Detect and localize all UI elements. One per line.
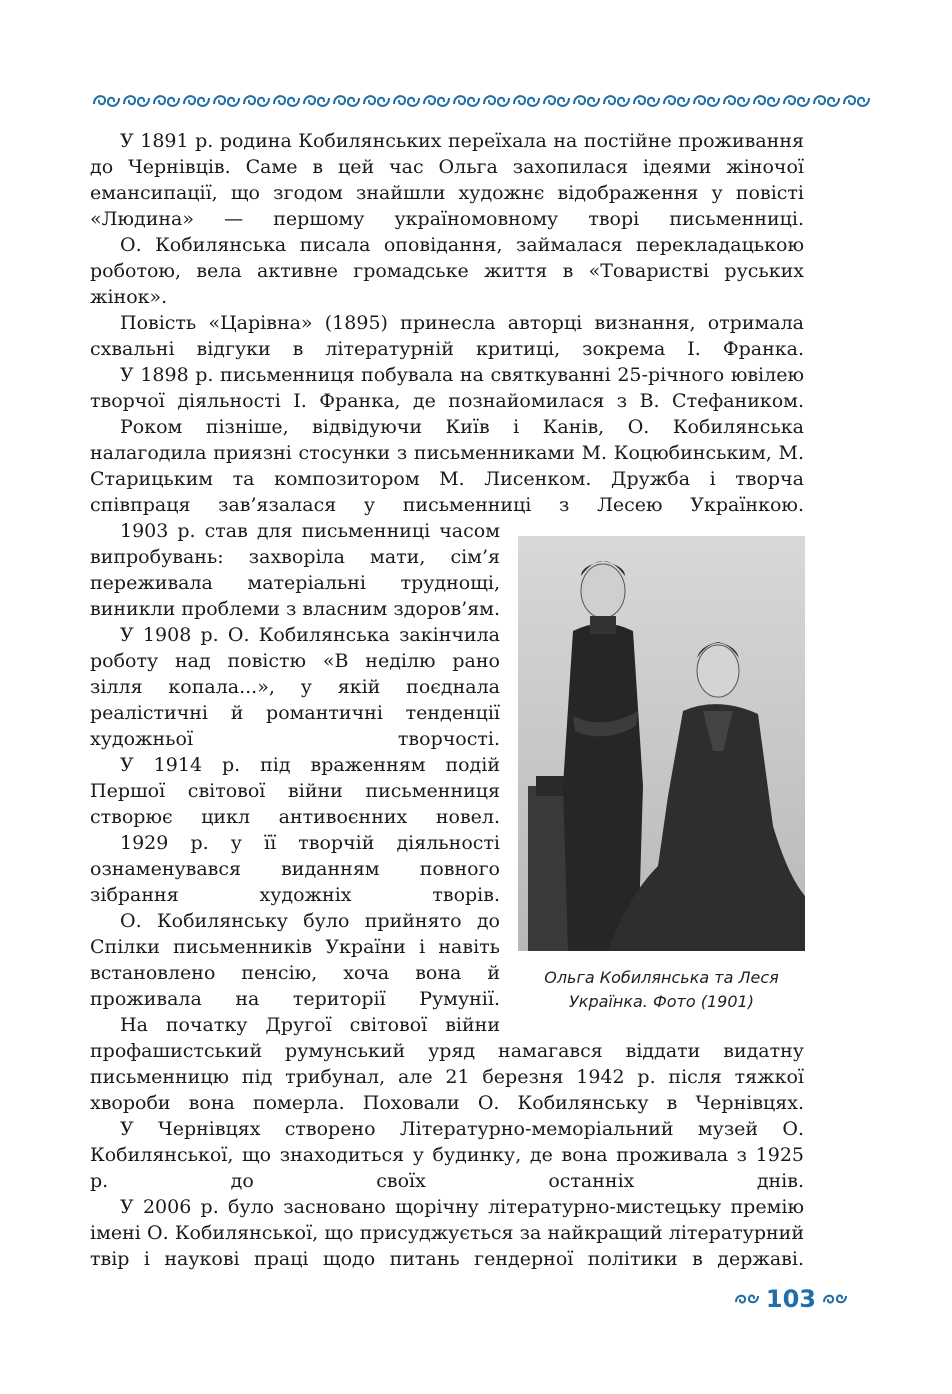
paragraph-1891: У 1891 р. родина Кобилянських переїхала на постійне проживання до Чернівців. Саме в цей час Ольга захопилася ідеями жіночої емансипації, що згодом знайшли художнє відображення у повісті «Людина» — першому україномовному творі письменниці. [90, 130, 804, 230]
paragraph-1914: У 1914 р. під враженням подій Першої світової війни письменниця створює цикл антивоєнних новел. [90, 754, 500, 828]
paragraph-1908: У 1908 р. О. Кобилянська закінчила роботу над повістю «В неділю рано зілля копала...», у якій поєднала реалістичні й романтичні тенденції художньої творчості. [90, 624, 500, 750]
paragraph-ww2-start: На початку Другої світової війни [120, 1014, 500, 1036]
swirl-border-icon [92, 90, 882, 112]
paragraph-2006-award: У 2006 р. було засновано щорічну літературно-мистецьку премію імені О. Кобилянської, що присуджується за найкращий літературний твір і наукові праці щодо питань гендерної політики в державі. [90, 1196, 804, 1270]
page-number [734, 1285, 848, 1313]
paragraph-activities: О. Кобилянська писала оповідання, займалася перекладацькою роботою, вела активне громадське життя в «Товаристві руських жінок». [90, 234, 804, 308]
paragraph-union: О. Кобилянську було прийнято до Спілки письменників України і навіть встановлено пенсію, хоча вона й проживала на території Румунії. [90, 910, 500, 1010]
swirl-icon [822, 1285, 848, 1313]
swirl-icon [734, 1285, 760, 1313]
paragraph-museum: У Чернівцях створено Літературно-меморіальний музей О. Кобилянської, що знаходиться у будинку, де вона проживала з 1925 р. до своїх останніх днів. [90, 1118, 804, 1192]
photo-caption: Ольга Кобилянська та Леся Українка. Фото (1901) [544, 968, 779, 1011]
paragraph-ww2-continued: профашистський румунський уряд намагався віддати видатну письменницю під трибунал, але 21 березня 1942 р. після тяжкої хвороби вона померла. Поховали О. Кобилянську в Чернівцях. [90, 1040, 804, 1114]
paragraph-1929: 1929 р. у її творчій діяльності ознаменувався виданням повного зібрання художніх творів. [90, 832, 500, 906]
paragraph-tsarivna: Повість «Царівна» (1895) принесла авторці визнання, отримала схвальні відгуки в літературній критиці, зокрема І. Франка. [90, 312, 804, 360]
decorative-border [92, 90, 882, 112]
paragraph-1898: У 1898 р. письменниця побувала на святкуванні 25-річного ювілею творчої діяльності І. Франка, де познайомилася з В. Стефаником. [90, 364, 804, 412]
paragraph-1903: 1903 р. став для письменниці часом випробувань: захворіла мати, сім’я переживала матеріальні труднощі, виникли проблеми з власним здоров’ям. [90, 520, 500, 620]
page-number-text: 103 [765, 1285, 816, 1313]
paragraph-kyiv-kaniv: Роком пізніше, відвідуючи Київ і Канів, О. Кобилянська налагодила приязні стосунки з письменниками М. Коцюбинським, М. Старицьким та композитором М. Лисенком. Дружба і творча співпраця зав’язалася у письменниці з Лесею Українкою. [90, 416, 804, 516]
historical-photo [518, 536, 805, 951]
